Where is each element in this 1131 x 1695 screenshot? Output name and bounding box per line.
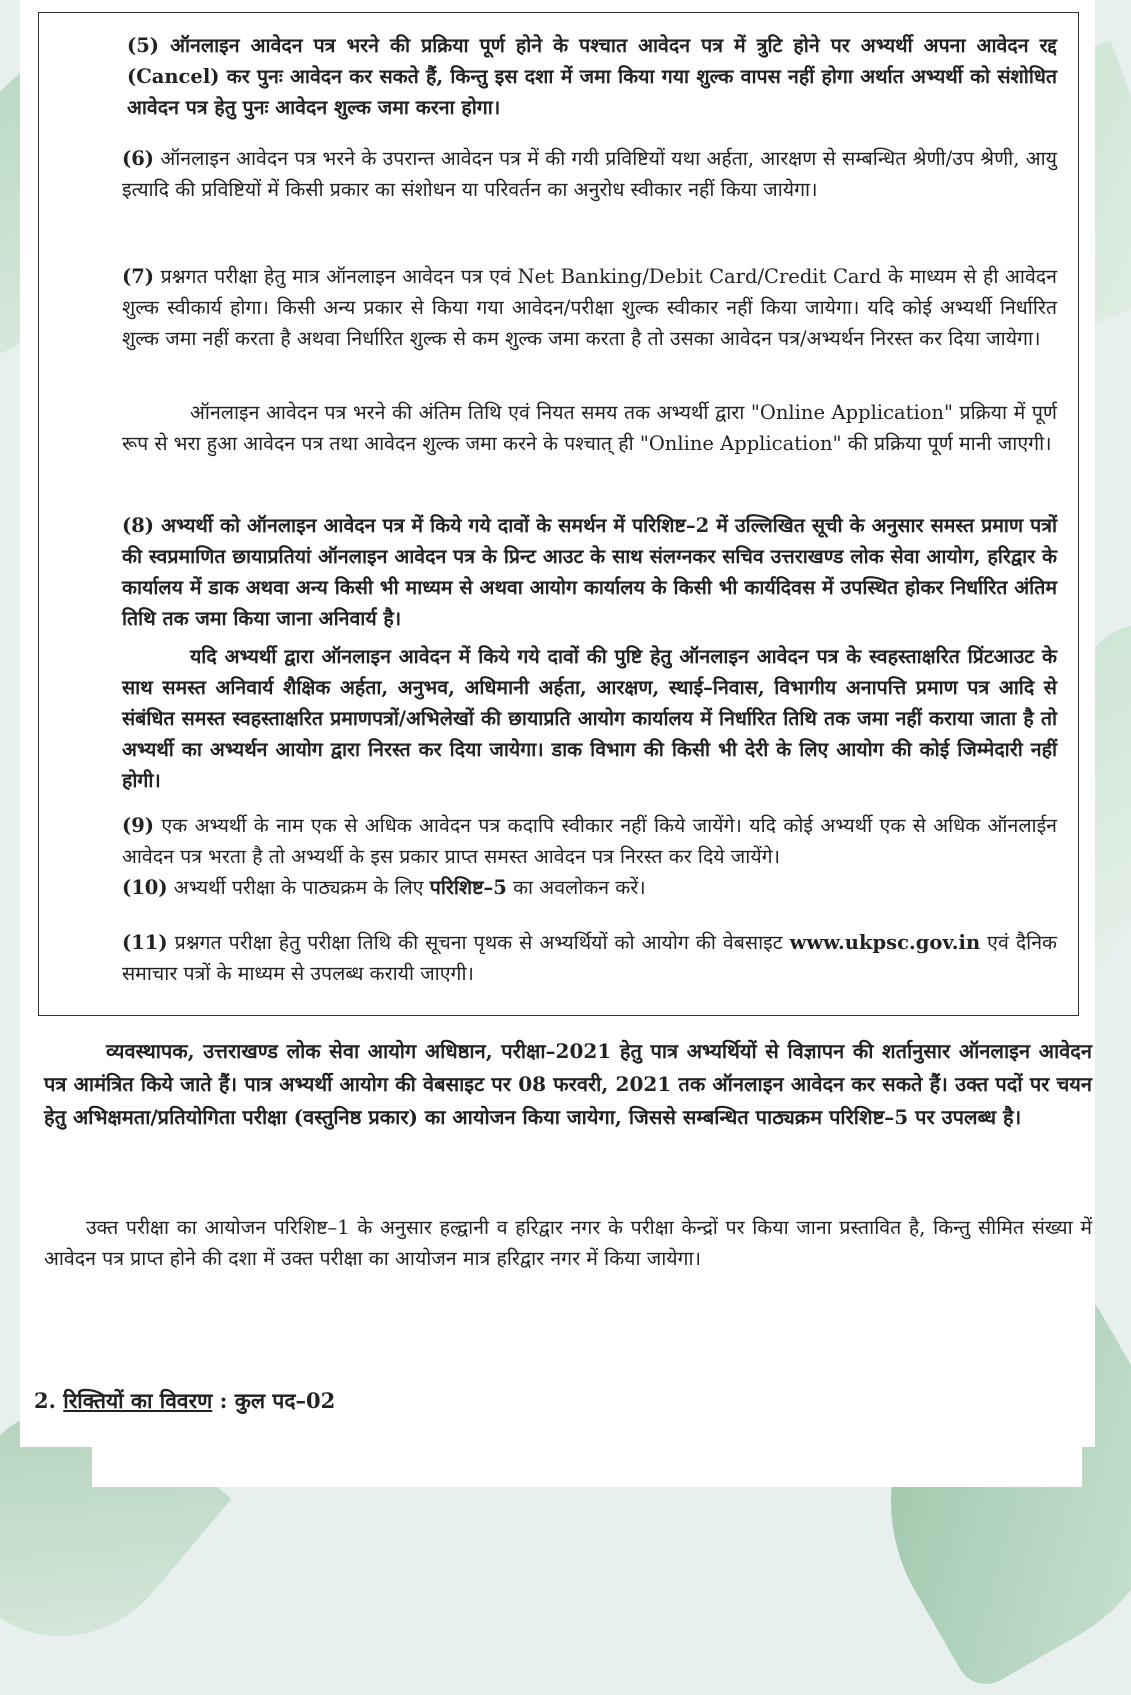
clause-11 bbox=[122, 927, 1057, 989]
clause-number: (5) bbox=[127, 34, 160, 57]
section-separator: : bbox=[219, 1388, 228, 1413]
instructions-box bbox=[38, 12, 1079, 1016]
clause-number: (7) bbox=[122, 265, 155, 288]
section-detail: कुल पद–02 bbox=[234, 1388, 336, 1413]
page-edge bbox=[92, 1447, 1082, 1487]
clause-text: यदि अभ्यर्थी द्वारा ऑनलाइन आवेदन में किये गये दावों की पुष्टि हेतु ऑनलाइन आवेदन पत्र के स्वहस्ताक्षरित प्रिंटआउट के साथ समस्त अनिवार्य शैक्षिक अर्हता, अनुभव, अधिमानी अर्हता, आरक्षण, स्थाई–निवास, विभागीय अनापत्ति प्रमाण पत्र आदि से संबंधित समस्त स्वहस्ताक्षरित प्रमाणपत्रों/अभिलेखों की छायाप्रति आयोग कार्यालय में निर्धारित तिथि तक जमा नहीं कराया जाता है तो अभ्यर्थी का अभ्यर्थन आयोग द्वारा निरस्त कर दिया जायेगा। डाक विभाग की किसी भी देरी के लिए आयोग की कोई जिम्मेदारी नहीं होगी। bbox=[122, 645, 1057, 792]
section-number: 2. bbox=[34, 1388, 56, 1413]
clause-number: (10) bbox=[122, 876, 168, 899]
document-page bbox=[20, 0, 1095, 1447]
clause-text: ऑनलाइन आवेदन पत्र भरने की अंतिम तिथि एवं नियत समय तक अभ्यर्थी द्वारा "Online Application" प्रक्रिया में पूर्ण रूप से भरा हुआ आवेदन पत्र तथा आवेदन शुल्क जमा करने के पश्चात् ही "Online Application" की प्रक्रिया पूर्ण मानी जाएगी। bbox=[122, 401, 1057, 455]
section-heading bbox=[34, 1386, 335, 1416]
clause-7-note bbox=[122, 397, 1057, 459]
clause-text: अभ्यर्थी परीक्षा के पाठ्यक्रम के लिए bbox=[173, 876, 424, 899]
clause-8-note bbox=[122, 641, 1057, 796]
clause-text: का अवलोकन करें। bbox=[513, 876, 646, 899]
clause-text: अभ्यर्थी को ऑनलाइन आवेदन पत्र में किये गये दावों के समर्थन में परिशिष्ट–2 में उल्लिखित सूची के अनुसार समस्त प्रमाण पत्रों की स्वप्रमाणित छायाप्रतियां ऑनलाइन आवेदन पत्र के प्रिन्ट आउट के साथ संलग्नकर सचिव उत्तराखण्ड लोक सेवा आयोग, हरिद्वार के कार्यालय में डाक अथवा अन्य किसी भी माध्यम से अथवा आयोग कार्यालय के किसी भी कार्यदिवस में उपस्थित होकर निर्धारित अंतिम तिथि तक जमा किया जाना अनिवार्य है। bbox=[122, 514, 1058, 630]
clause-5 bbox=[127, 30, 1057, 123]
clause-number: (8) bbox=[122, 514, 155, 537]
clause-text: ऑनलाइन आवेदन पत्र भरने की प्रक्रिया पूर्ण होने के पश्चात आवेदन पत्र में त्रुटि होने पर अभ्यर्थी अपना आवेदन रद्द (Cancel) कर पुनः आवेदन कर सकते हैं, किन्तु इस दशा में जमा किया गया शुल्क वापस नहीं होगा अर्थात अभ्यर्थी को संशोधित आवेदन पत्र हेतु पुनः आवेदन शुल्क जमा करना होगा। bbox=[127, 34, 1057, 119]
clause-number: (11) bbox=[122, 931, 168, 954]
clause-10 bbox=[122, 872, 1057, 903]
clause-8 bbox=[122, 510, 1057, 634]
clause-text: एवं दैनिक समाचार पत्रों के माध्यम से उपलब्ध करायी जाएगी। bbox=[122, 931, 1058, 985]
intro-paragraph: व्यवस्थापक, उत्तराखण्ड लोक सेवा आयोग अधिष्ठान, परीक्षा–2021 हेतु पात्र अभ्यर्थियों से विज्ञापन की शर्तानुसार ऑनलाइन आवेदन पत्र आमंत्रित किये जाते हैं। पात्र अभ्यर्थी आयोग की वेबसाइट पर 08 फरवरी, 2021 तक ऑनलाइन आवेदन कर सकते हैं। उक्त पदों पर चयन हेतु अभिक्षमता/प्रतियोगिता परीक्षा (वस्तुनिष्ठ प्रकार) का आयोजन किया जायेगा, जिससे सम्बन्धित पाठ्यक्रम परिशिष्ट–5 पर उपलब्ध है। bbox=[44, 1039, 1092, 1129]
clause-text: ऑनलाइन आवेदन पत्र भरने के उपरान्त आवेदन पत्र में की गयी प्रविष्टियों यथा अर्हता, आरक्षण से सम्बन्धित श्रेणी/उप श्रेणी, आयु इत्यादि की प्रविष्टियों में किसी प्रकार का संशोधन या परिवर्तन का अनुरोध स्वीकार नहीं किया जायेगा। bbox=[122, 147, 1057, 201]
exam-centre-paragraph: उक्त परीक्षा का आयोजन परिशिष्ट–1 के अनुसार हल्द्वानी व हरिद्वार नगर के परीक्षा केन्द्रों पर किया जाना प्रस्तावित है, किन्तु सीमित संख्या में आवेदन पत्र प्राप्त होने की दशा में उक्त परीक्षा का आयोजन मात्र हरिद्वार नगर में किया जायेगा। bbox=[44, 1216, 1092, 1270]
section-title: रिक्तियों का विवरण bbox=[63, 1388, 213, 1413]
clause-6 bbox=[122, 143, 1057, 205]
clause-7 bbox=[122, 261, 1057, 354]
clause-text: प्रश्नगत परीक्षा हेतु परीक्षा तिथि की सूचना पृथक से अभ्यर्थियों को आयोग की वेबसाइट bbox=[174, 931, 783, 954]
appendix-reference: परिशिष्ट–5 bbox=[429, 876, 507, 899]
clause-9 bbox=[122, 810, 1057, 872]
clause-text: प्रश्नगत परीक्षा हेतु मात्र ऑनलाइन आवेदन पत्र एवं Net Banking/Debit Card/Credit Card के माध्यम से ही आवेदन शुल्क स्वीकार्य होगा। किसी अन्य प्रकार से किया गया आवेदन/परीक्षा शुल्क स्वीकार नहीं किया जायेगा। यदि कोई अभ्यर्थी निर्धारित शुल्क जमा नहीं करता है अथवा निर्धारित शुल्क से कम शुल्क जमा करता है तो उसका आवेदन पत्र/अभ्यर्थन निरस्त कर दिया जायेगा। bbox=[122, 265, 1057, 350]
clause-text: एक अभ्यर्थी के नाम एक से अधिक आवेदन पत्र कदापि स्वीकार नहीं किये जायेंगे। यदि कोई अभ्यर्थी एक से अधिक ऑनलाईन आवेदन पत्र भरता है तो अभ्यर्थी के इस प्रकार प्राप्त समस्त आवेदन पत्र निरस्त कर दिये जायेंगे। bbox=[122, 814, 1057, 868]
clause-number: (9) bbox=[122, 814, 155, 837]
website-link[interactable]: www.ukpsc.gov.in bbox=[789, 931, 981, 954]
clause-number: (6) bbox=[122, 147, 155, 170]
